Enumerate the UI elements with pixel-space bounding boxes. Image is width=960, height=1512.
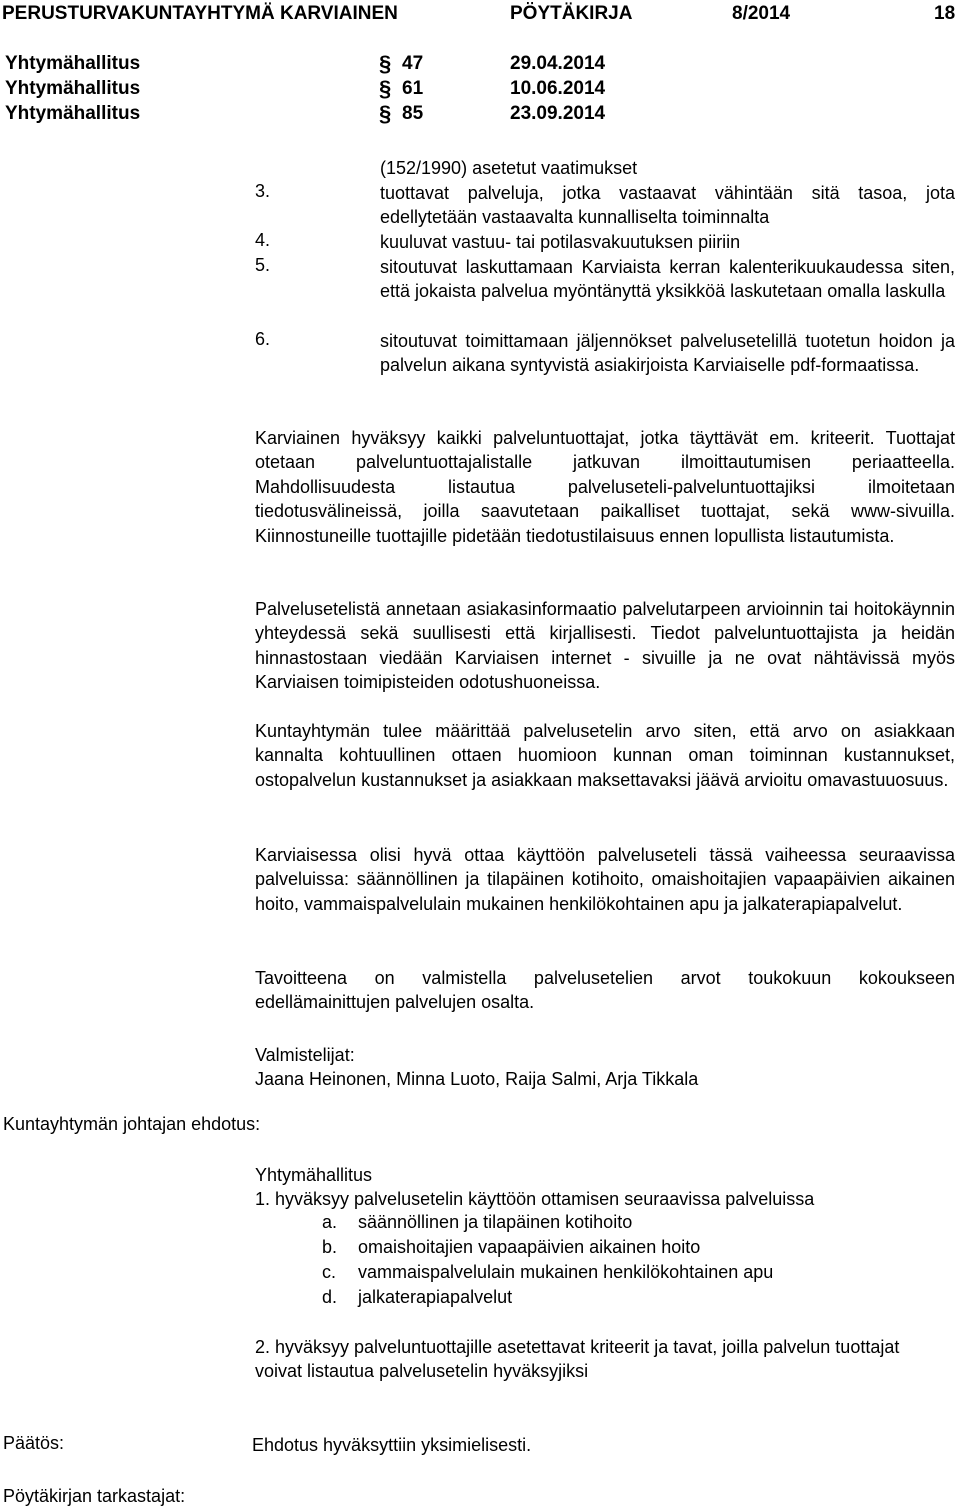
- list-item-text: sitoutuvat laskuttamaan Karviaista kerran kalenterikuukaudessa siten, että jokaista palvelua myöntänyttä yksikköä laskutetaan omalla laskulla: [380, 257, 955, 302]
- section-mark: §: [379, 51, 392, 76]
- meta-body: Yhtymähallitus: [5, 53, 141, 74]
- paragraph: [255, 966, 955, 1015]
- meta-section: 47: [402, 53, 424, 74]
- preparers-names: Jaana Heinonen, Minna Luoto, Raija Salmi, Arja Tikkala: [255, 1069, 699, 1089]
- preparers-label: Valmistelijat:: [255, 1045, 355, 1065]
- decision-text: Ehdotus hyväksyttiin yksimielisesti.: [252, 1435, 532, 1455]
- list-item-number: 6.: [255, 329, 271, 349]
- document-number: 8/2014: [732, 3, 791, 24]
- sublist-text: omaishoitajien vapaapäivien aikainen hoito: [358, 1237, 701, 1257]
- meta-body: Yhtymähallitus: [5, 103, 141, 124]
- list-item-number: 3.: [255, 181, 271, 201]
- paragraph-text: Palvelusetelistä annetaan asiakasinformaatio palvelutarpeen arvioinnin tai hoitokäynnin yhteydessä sekä suullisesti että kirjallisesti. Tiedot palveluntuottajista ja heidän hinnastostaan viedään Karviaisen internet - sivuille ja ne ovat nähtävissä myös Karviaisen toimipisteiden odotushuoneissa.: [255, 599, 955, 693]
- paragraph-text: Karviaisessa olisi hyvä ottaa käyttöön palveluseteli tässä vaiheessa seuraavissa palveluissa: säännöllinen ja tilapäinen kotihoito, omaishoitajien vapaapäivien aikainen hoito, vammaispalvelulain mukainen henkilökohtainen apu ja jalkaterapiapalvelut.: [255, 845, 955, 914]
- proposal-label: Kuntayhtymän johtajan ehdotus:: [3, 1114, 261, 1134]
- meta-date: 23.09.2014: [510, 103, 606, 124]
- meta-section: 61: [402, 78, 424, 99]
- document-type: PÖYTÄKIRJA: [510, 3, 633, 24]
- paragraph-text: Tavoitteena on valmistella palvelusetelien arvot toukokuun kokoukseen edellämainittujen palvelujen osalta.: [255, 968, 955, 1013]
- inspectors-label: Pöytäkirjan tarkastajat:: [3, 1486, 186, 1506]
- proposal-item-1: 1. hyväksyy palvelusetelin käyttöön ottamisen seuraavissa palveluissa: [255, 1189, 815, 1209]
- section-mark: §: [379, 101, 392, 126]
- sublist-text: säännöllinen ja tilapäinen kotihoito: [358, 1212, 633, 1232]
- paragraph: [255, 426, 955, 548]
- list-item-number: 5.: [255, 255, 271, 275]
- proposal-item-2-block: [255, 1335, 945, 1384]
- paragraph-text: Kuntayhtymän tulee määrittää palvelusetelin arvo siten, että arvo on asiakkaan kannalta kohtuullinen ottaen huomioon kunnan oman toiminnan kustannukset, ostopalvelun kustannukset ja asiakkaan maksettavaksi jäävä arvioitu omavastuuosuus.: [255, 721, 955, 790]
- paragraph-text: Karviainen hyväksyy kaikki palveluntuottajat, jotka täyttävät em. kriteerit. Tuottajat otetaan palveluntuottajalistalle jatkuvan ilmoittautumisen periaatteella. Mahdollisuudesta listautua palveluseteli-palveluntuottajiksi ilmoitetaan tiedotusvälineissä, joilla saavutetaan paikalliset tuottajat, sekä www-sivuilla. Kiinnostuneille tuottajille pidetään tiedotustilaisuus ennen lopullista listautumista.: [255, 428, 955, 546]
- decision-label: Päätös:: [3, 1433, 65, 1453]
- paragraph: [255, 843, 955, 916]
- section-mark: §: [379, 76, 392, 101]
- proposal-body: Yhtymähallitus: [255, 1165, 373, 1185]
- list-item-text: tuottavat palveluja, jotka vastaavat vähintään sitä tasoa, jota edellytetään vastaavalta kunnalliselta toiminnalta: [380, 183, 955, 228]
- paragraph: [255, 597, 955, 695]
- list-item-text: kuuluvat vastuu- tai potilasvakuutuksen piiriin: [380, 232, 741, 252]
- sublist-letter: c.: [322, 1262, 337, 1282]
- sublist-letter: d.: [322, 1287, 338, 1307]
- list-item-text: sitoutuvat toimittamaan jäljennökset palvelusetelillä tuotetun hoidon ja palvelun aikana syntyvistä asiakirjoista Karviaiselle pdf-formaatissa.: [380, 331, 955, 376]
- meta-body: Yhtymähallitus: [5, 78, 141, 99]
- list-item-number: 4.: [255, 230, 271, 250]
- sublist-text: jalkaterapiapalvelut: [358, 1287, 513, 1307]
- meta-date: 10.06.2014: [510, 78, 606, 99]
- meta-date: 29.04.2014: [510, 53, 606, 74]
- proposal-item-2: 2. hyväksyy palveluntuottajille asetettavat kriteerit ja tavat, joilla palvelun tuottajat voivat listautua palvelusetelin hyväksyjiksi: [255, 1337, 900, 1382]
- sublist-letter: b.: [322, 1237, 338, 1257]
- organization-name: PERUSTURVAKUNTAYHTYMÄ KARVIAINEN: [2, 3, 398, 24]
- paragraph: [255, 719, 955, 792]
- meta-section: 85: [402, 103, 424, 124]
- sublist-letter: a.: [322, 1212, 338, 1232]
- page-number: 18: [934, 3, 956, 24]
- sublist-text: vammaispalvelulain mukainen henkilökohtainen apu: [358, 1262, 774, 1282]
- list-intro: (152/1990) asetetut vaatimukset: [380, 158, 638, 178]
